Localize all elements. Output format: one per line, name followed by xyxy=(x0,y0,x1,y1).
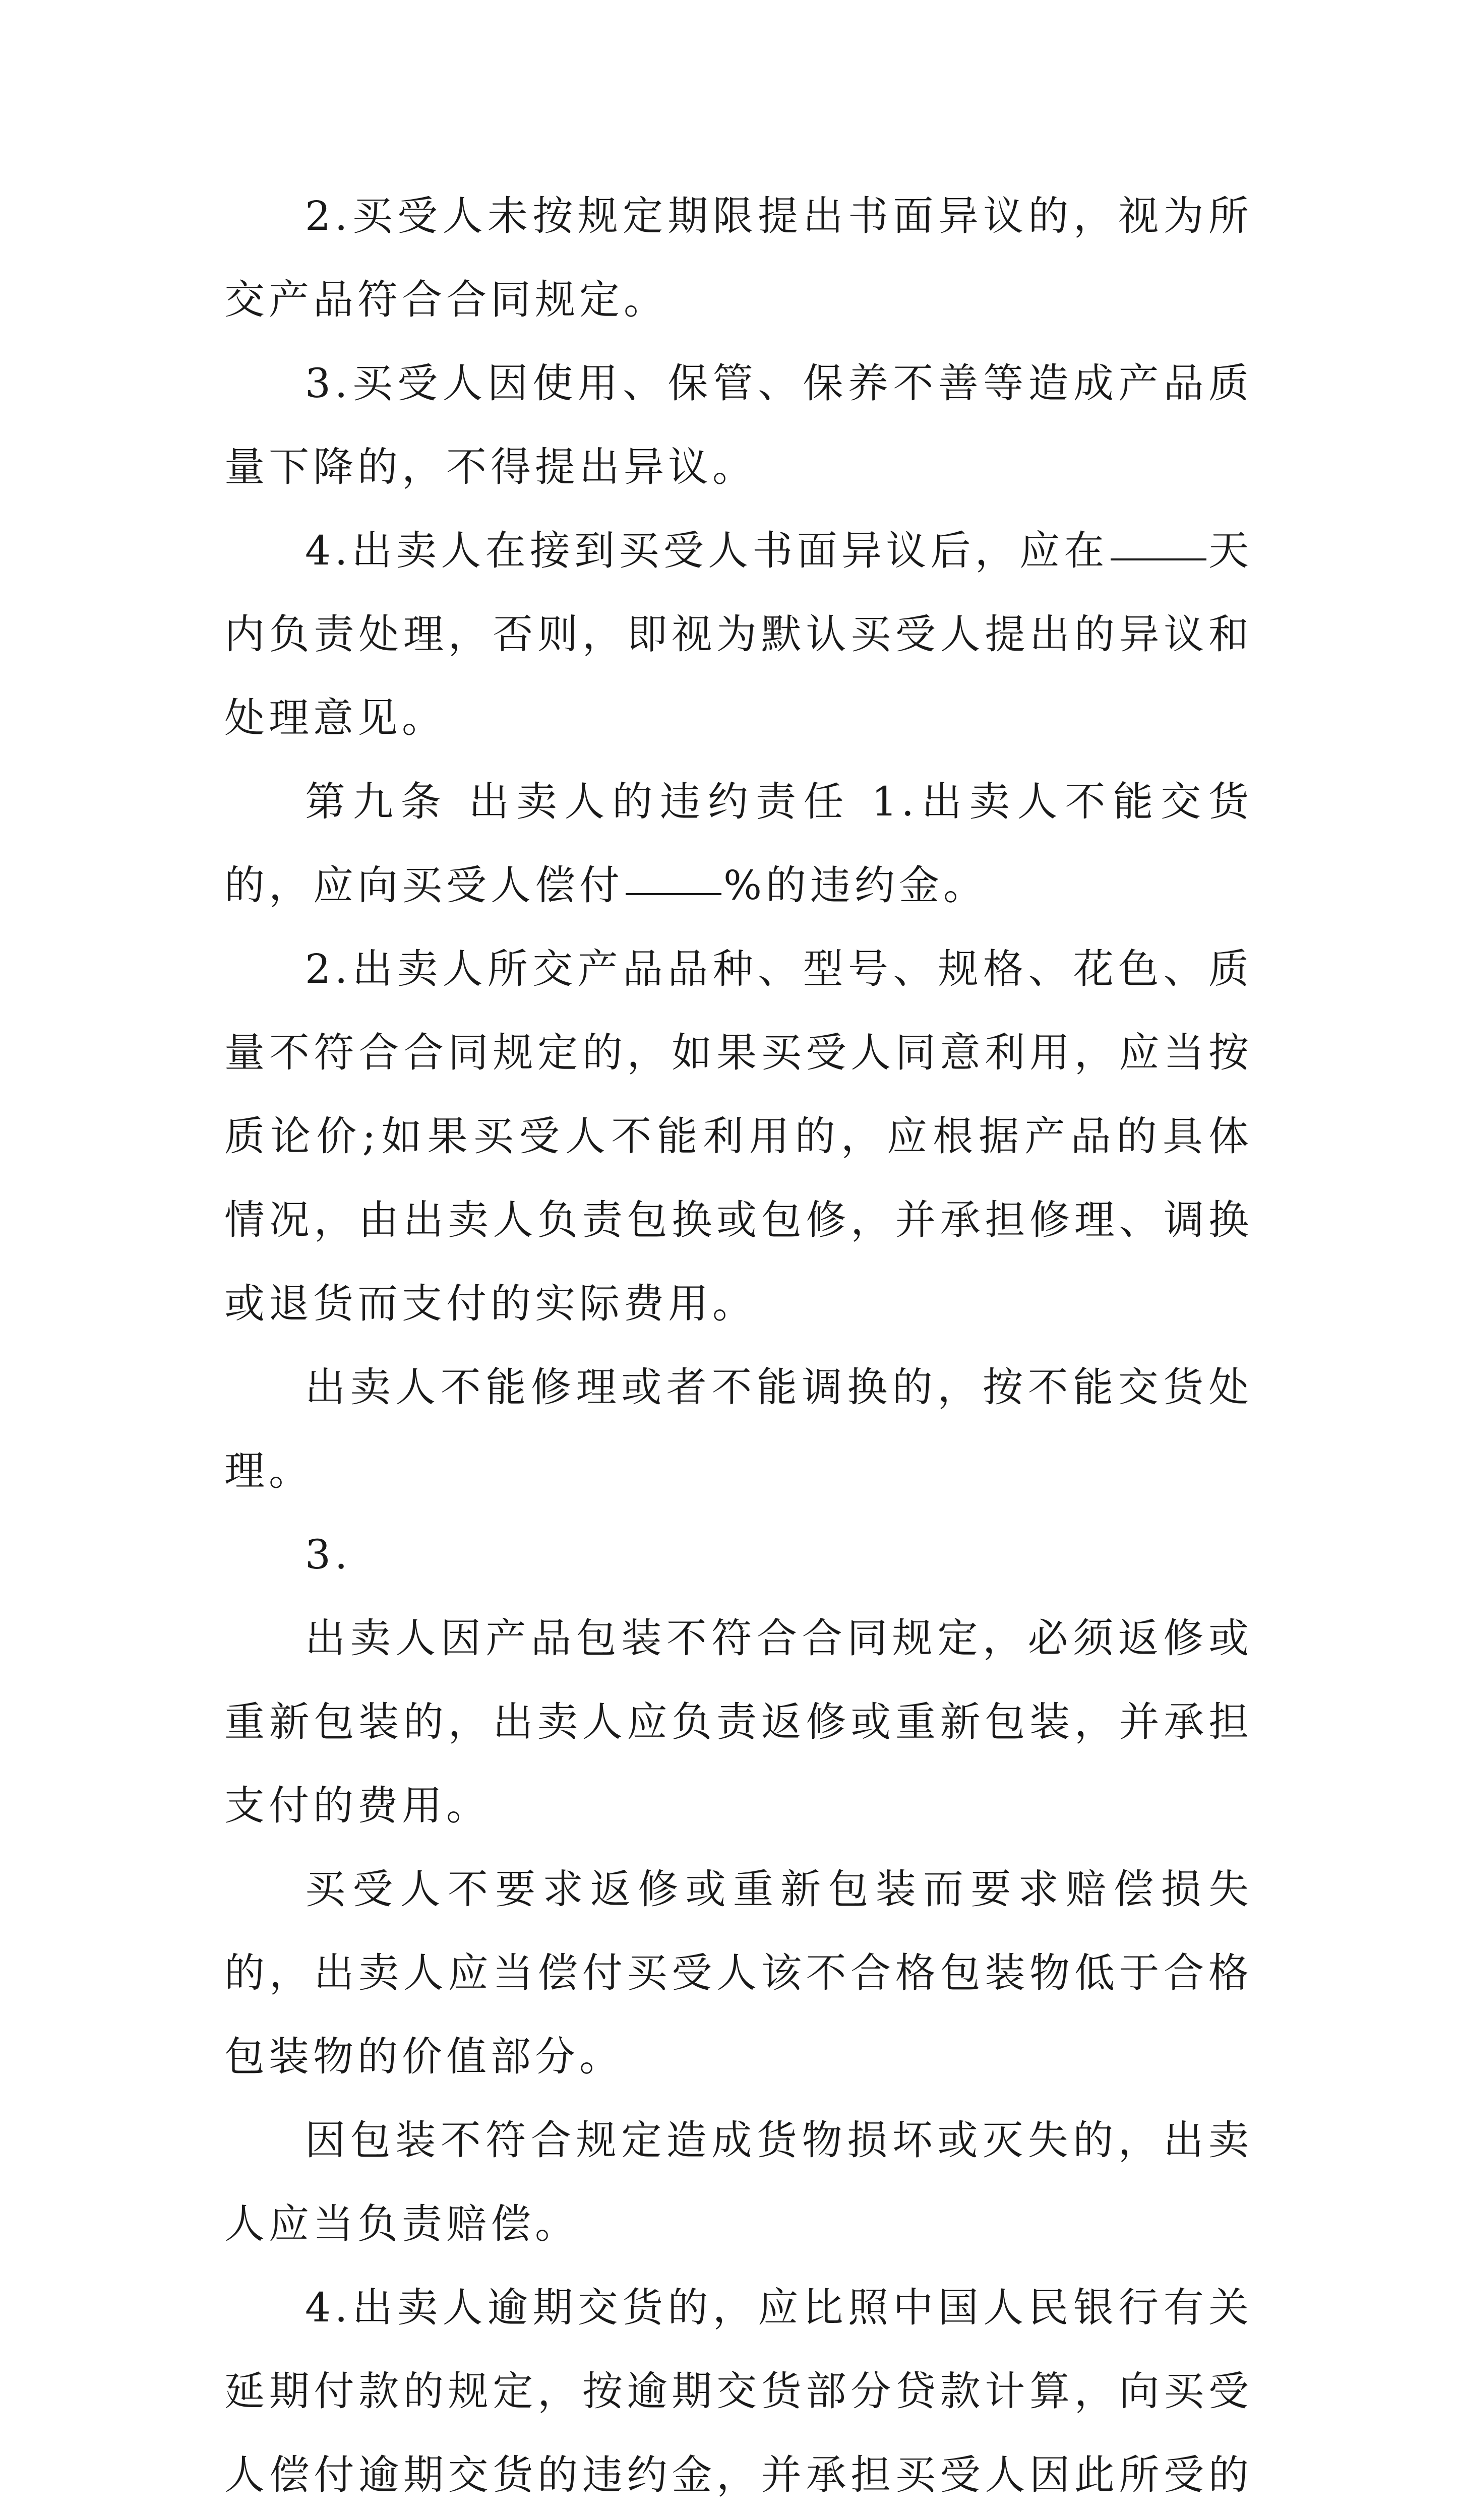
paragraph-text: 4.出卖人逾期交货的，应比照中国人民银行有关延期付款的规定，按逾期交货部分贷款计算，向买受人偿付逾期交货的违约金，并承担买受人因此所受的 xyxy=(224,2284,1253,2498)
paragraph-text: 2.买受人未按规定期限提出书面异议的，视为所交产品符合合同规定。 xyxy=(224,193,1253,323)
paragraph-packaging-damage xyxy=(224,2099,1253,2266)
paragraph-cannot-repair xyxy=(224,1346,1253,1513)
paragraph-text: 因包装不符合规定造成货物损坏或灭失的，出卖人应当负责赔偿。 xyxy=(224,2117,1253,2247)
paragraph-objection-deadline xyxy=(224,174,1253,342)
paragraph-text: 2.出卖人所交产品品种、型号、规格、花色、质量不符合合同规定的，如果买受人同意利用，应当按质论价;如果买受人不能利用的，应根据产品的具体情况，由出卖人负责包换或包修，并承担修理、调换或退货而支付的实际费用。 xyxy=(224,946,1253,1327)
paragraph-seller-response xyxy=(224,509,1253,760)
blank-percent-field xyxy=(626,853,721,895)
paragraph-text: 出卖人不能修理或者不能调换的，按不能交货处理。 xyxy=(224,1364,1253,1494)
paragraph-item-number xyxy=(224,1513,1253,1597)
paragraph-text: 3.买受人因使用、保管、保养不善等造成产品质量下降的，不得提出异议。 xyxy=(224,360,1253,490)
paragraph-text: 第九条 出卖人的违约责任 1.出卖人不能交货的，应向买受人偿付 xyxy=(224,778,1253,909)
paragraph-late-delivery xyxy=(224,2266,1253,2520)
paragraph-nonconforming-goods xyxy=(224,927,1253,1346)
paragraph-text: 天内负责处理，否则，即视为默认买受人提出的异议和处理意见。 xyxy=(224,527,1253,741)
paragraph-text: 4.出卖人在接到买受人书面异议后，应在 xyxy=(305,527,1109,574)
paragraph-text: 买受人不要求返修或重新包装而要求赔偿损失的，出卖人应当偿付买受人该不合格包装物低于合格包装物的价值部分。 xyxy=(224,1866,1253,2080)
paragraph-text: 出卖人因产品包装不符合合同规定，必须返修或重新包装的，出卖人应负责返修或重新包装，并承担支付的费用。 xyxy=(224,1615,1253,1829)
paragraph-article-nine xyxy=(224,760,1253,927)
document-body xyxy=(224,174,1253,2520)
paragraph-improper-use xyxy=(224,342,1253,509)
paragraph-text: %的违约金。 xyxy=(723,862,988,909)
blank-days-field xyxy=(1111,518,1206,560)
paragraph-packaging-compensation xyxy=(224,1848,1253,2099)
paragraph-packaging-repair xyxy=(224,1597,1253,1848)
paragraph-text: 3. xyxy=(305,1531,352,1578)
